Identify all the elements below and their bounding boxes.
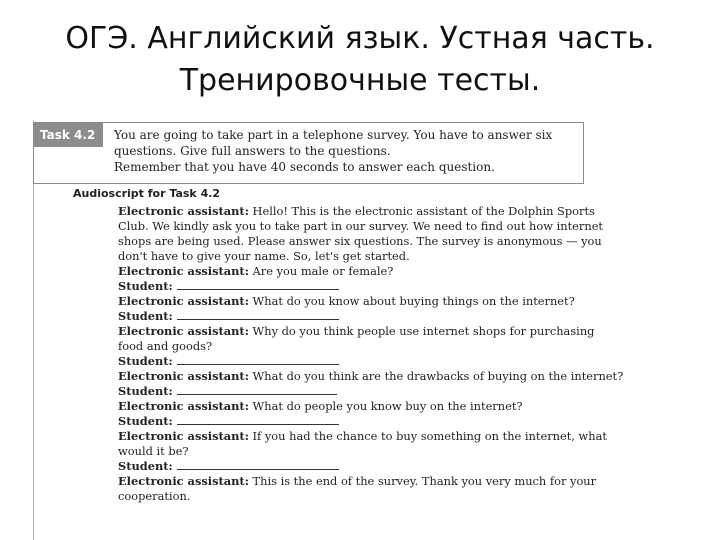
question-6: If you had the chance to buy something on the internet, what bbox=[252, 429, 607, 443]
answer-blank bbox=[177, 279, 339, 290]
speaker-label: Electronic assistant: bbox=[118, 204, 249, 218]
student-label: Student: bbox=[118, 459, 173, 473]
scanned-page bbox=[33, 120, 624, 540]
student-label: Student: bbox=[118, 384, 173, 398]
speaker-label: Electronic assistant: bbox=[118, 474, 249, 488]
student-line bbox=[118, 309, 583, 324]
answer-blank bbox=[177, 354, 339, 365]
student-line bbox=[118, 279, 583, 294]
task-line-3: Remember that you have 40 seconds to answer each question. bbox=[114, 160, 495, 174]
slide-title-line-2: Тренировочные тесты. bbox=[179, 63, 541, 98]
task-box bbox=[33, 122, 584, 184]
script-line bbox=[118, 324, 595, 339]
question-3-continued: food and goods? bbox=[118, 339, 213, 353]
slide-title-line-1: ОГЭ. Английский язык. Устная часть. bbox=[65, 21, 655, 56]
speaker-label: Electronic assistant: bbox=[118, 369, 249, 383]
question-2: What do you know about buying things on the internet? bbox=[252, 294, 575, 308]
script-line bbox=[118, 474, 597, 489]
question-4: What do you think are the drawbacks of buying on the internet? bbox=[252, 369, 624, 383]
slide-title bbox=[0, 18, 720, 102]
answer-blank bbox=[177, 384, 337, 395]
student-label: Student: bbox=[118, 414, 173, 428]
task-line-1: You are going to take part in a telephone survey. You have to answer six bbox=[114, 128, 553, 142]
intro-line-1: Hello! This is the electronic assistant of the Dolphin Sports bbox=[252, 204, 595, 218]
student-line bbox=[118, 459, 583, 474]
speaker-label: Electronic assistant: bbox=[118, 399, 249, 413]
question-6-continued: would it be? bbox=[118, 444, 189, 458]
script-line bbox=[118, 204, 595, 219]
audioscript-title: Audioscript for Task 4.2 bbox=[73, 187, 221, 200]
script-line bbox=[118, 294, 583, 309]
speaker-label: Electronic assistant: bbox=[118, 429, 249, 443]
student-line bbox=[118, 384, 583, 399]
speaker-label: Electronic assistant: bbox=[118, 264, 249, 278]
task-instructions bbox=[114, 127, 574, 175]
closing-line: This is the end of the survey. Thank you very much for your bbox=[252, 474, 597, 488]
answer-blank bbox=[177, 414, 339, 425]
speaker-label: Electronic assistant: bbox=[118, 294, 249, 308]
intro-line-4: don't have to give your name. So, let's get started. bbox=[118, 249, 410, 263]
intro-line-2: Club. We kindly ask you to take part in our survey. We need to find out how internet bbox=[118, 219, 604, 233]
question-3: Why do you think people use internet shops for purchasing bbox=[252, 324, 595, 338]
student-line bbox=[118, 354, 583, 369]
intro-line-3: shops are being used. Please answer six questions. The survey is anonymous — you bbox=[118, 234, 602, 248]
answer-blank bbox=[177, 459, 339, 470]
question-1: Are you male or female? bbox=[252, 264, 394, 278]
student-label: Student: bbox=[118, 354, 173, 368]
script-line bbox=[118, 399, 583, 414]
speaker-label: Electronic assistant: bbox=[118, 324, 249, 338]
answer-blank bbox=[177, 309, 339, 320]
student-line bbox=[118, 414, 583, 429]
audioscript-body bbox=[118, 204, 624, 504]
script-line bbox=[118, 429, 607, 444]
task-tag: Task 4.2 bbox=[34, 123, 103, 147]
student-label: Student: bbox=[118, 309, 173, 323]
student-label: Student: bbox=[118, 279, 173, 293]
question-5: What do people you know buy on the internet? bbox=[252, 399, 523, 413]
task-line-2: questions. Give full answers to the questions. bbox=[114, 144, 391, 158]
closing-line-continued: cooperation. bbox=[118, 489, 191, 503]
script-line bbox=[118, 369, 624, 384]
script-line bbox=[118, 264, 583, 279]
